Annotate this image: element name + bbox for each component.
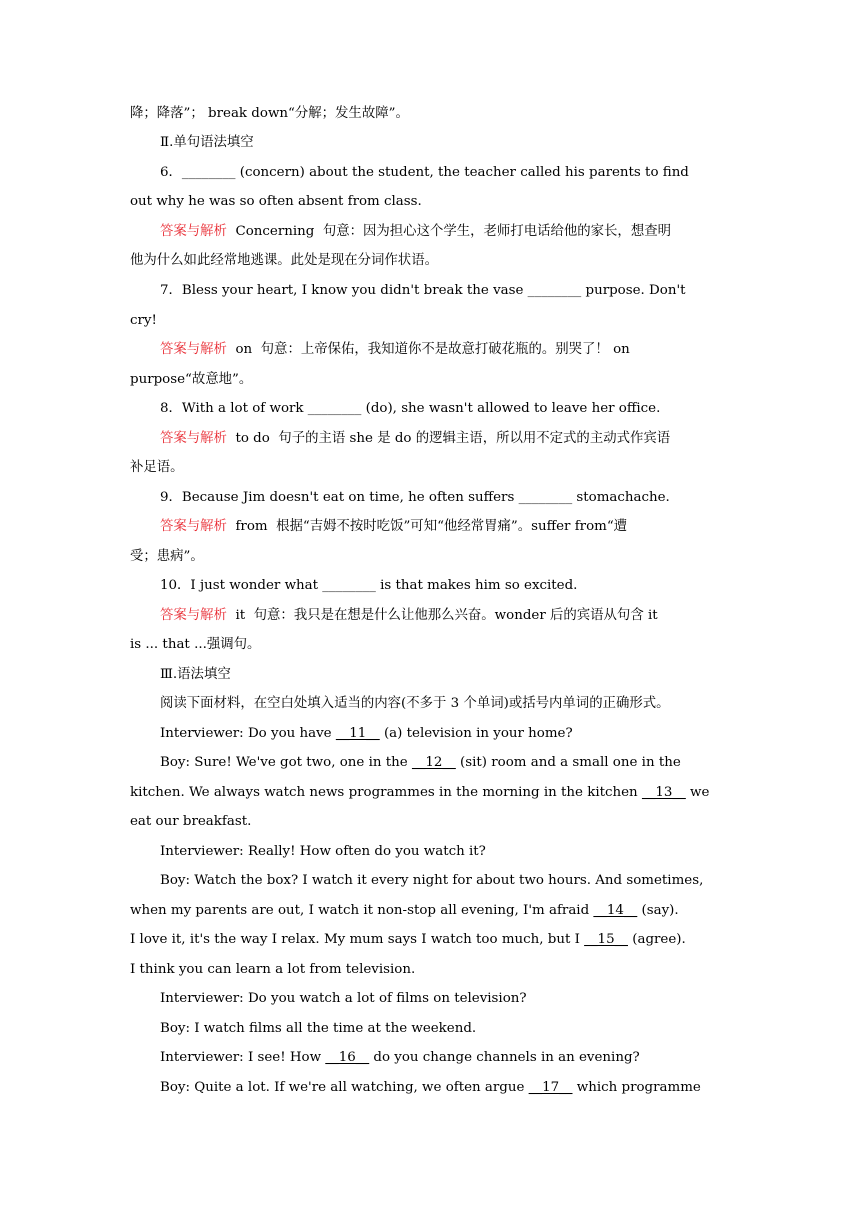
text-run: Interviewer: Do you watch a lot of films on television? [160, 991, 527, 1006]
text-line [130, 191, 730, 213]
text-line [130, 310, 730, 332]
dialogue-line [160, 988, 730, 1010]
text-run: (say). [637, 903, 679, 918]
text-run: we [685, 785, 710, 800]
question-line [160, 280, 730, 302]
dialogue-line [160, 1077, 730, 1099]
dialogue-line [130, 929, 730, 951]
text-run: 补足语。 [130, 460, 184, 475]
question-line [160, 487, 730, 509]
text-run: (agree). [627, 932, 686, 947]
text-line [130, 103, 730, 125]
text-run: it 句意：我只是在想是什么让他那么兴奋。wonder 后的宾语从句含 it [226, 608, 658, 623]
blank-number: __14__ [593, 903, 638, 918]
blank-number: __15__ [584, 932, 628, 947]
text-run: cry! [130, 313, 157, 328]
text-run: 10．I just wonder what ________ is that makes him so excited. [160, 578, 578, 593]
text-run: out why he was so often absent from class. [130, 194, 422, 209]
answer-label: 答案与解析 [160, 608, 227, 623]
dialogue-line [130, 900, 730, 922]
text-run: do you change channels in an evening? [369, 1050, 640, 1065]
text-line [130, 634, 730, 656]
text-run: 阅读下面材料，在空白处填入适当的内容(不多于 3 个单词)或括号内单词的正确形式。 [160, 696, 670, 711]
text-line [130, 457, 730, 479]
text-run: to do 句子的主语 she 是 do 的逻辑主语，所以用不定式的主动式作宾语 [226, 431, 671, 446]
text-run: Boy: Sure! We've got two, one in the [160, 755, 412, 770]
text-line [130, 546, 730, 568]
text-run: Boy: Watch the box? I watch it every night for about two hours. And sometimes, [160, 873, 704, 888]
text-run: 8．With a lot of work ________ (do), she wasn't allowed to leave her office. [160, 401, 661, 416]
dialogue-line [130, 811, 730, 833]
text-run: eat our breakfast. [130, 814, 252, 829]
answer-line [160, 428, 730, 450]
text-run: on 句意：上帝保佑，我知道你不是故意打破花瓶的。别哭了！ on [226, 342, 630, 357]
text-run: Interviewer: Really! How often do you watch it? [160, 844, 486, 859]
text-run: purpose“故意地”。 [130, 372, 253, 387]
blank-number: __12__ [411, 755, 456, 770]
dialogue-line [160, 1047, 730, 1069]
text-run: from 根据“吉姆不按时吃饭”可知“他经常胃痛”。suffer from“遭 [226, 519, 628, 534]
text-run: Interviewer: I see! How [160, 1050, 326, 1065]
text-run: kitchen. We always watch news programmes in the morning in the kitchen [130, 785, 642, 800]
text-run: Boy: Quite a lot. If we're all watching, we often argue [160, 1080, 529, 1095]
text-run: I think you can learn a lot from television. [130, 962, 416, 977]
instruction-line [160, 693, 730, 715]
text-run: Interviewer: Do you have [160, 726, 336, 741]
blank-number: __17__ [528, 1080, 573, 1095]
answer-label: 答案与解析 [160, 519, 227, 534]
text-run: (sit) room and a small one in the [455, 755, 681, 770]
text-line [130, 369, 730, 391]
text-run: 9．Because Jim doesn't eat on time, he often suffers ________ stomachache. [160, 490, 670, 505]
section-heading [160, 664, 730, 686]
answer-label: 答案与解析 [160, 224, 227, 239]
dialogue-line [160, 752, 730, 774]
text-run: is ... that ...强调句。 [130, 637, 261, 652]
text-run: Ⅲ.语法填空 [160, 667, 231, 682]
text-run: 降；降落”； break down“分解；发生故障”。 [130, 106, 409, 121]
text-run: 6．________ (concern) about the student, the teacher called his parents to find [160, 165, 689, 180]
section-heading [160, 132, 730, 154]
answer-line [160, 339, 730, 361]
answer-line [160, 516, 730, 538]
text-run: I love it, it's the way I relax. My mum says I watch too much, but I [130, 932, 585, 947]
dialogue-line [160, 841, 730, 863]
text-run: Boy: I watch films all the time at the weekend. [160, 1021, 477, 1036]
answer-line [160, 221, 730, 243]
blank-number: __13__ [641, 785, 686, 800]
text-run: Concerning 句意：因为担心这个学生，老师打电话给他的家长，想查明 [226, 224, 671, 239]
text-run: Ⅱ.单句语法填空 [160, 135, 254, 150]
question-line [160, 575, 730, 597]
text-run: 受；患病”。 [130, 549, 204, 564]
text-run: 7．Bless your heart, I know you didn't break the vase ________ purpose. Don't [160, 283, 686, 298]
blank-number: __11__ [335, 726, 380, 741]
text-run: when my parents are out, I watch it non-stop all evening, I'm afraid [130, 903, 594, 918]
answer-line [160, 605, 730, 627]
text-run: which programme [572, 1080, 701, 1095]
text-line [130, 250, 730, 272]
dialogue-line [160, 870, 730, 892]
question-line [160, 398, 730, 420]
dialogue-line [160, 723, 730, 745]
dialogue-line [160, 1018, 730, 1040]
dialogue-line [130, 782, 730, 804]
dialogue-line [130, 959, 730, 981]
answer-label: 答案与解析 [160, 342, 227, 357]
text-run: (a) television in your home? [379, 726, 573, 741]
question-line [160, 162, 730, 184]
text-run: 他为什么如此经常地逃课。此处是现在分词作状语。 [130, 253, 438, 268]
answer-label: 答案与解析 [160, 431, 227, 446]
blank-number: __16__ [325, 1050, 370, 1065]
